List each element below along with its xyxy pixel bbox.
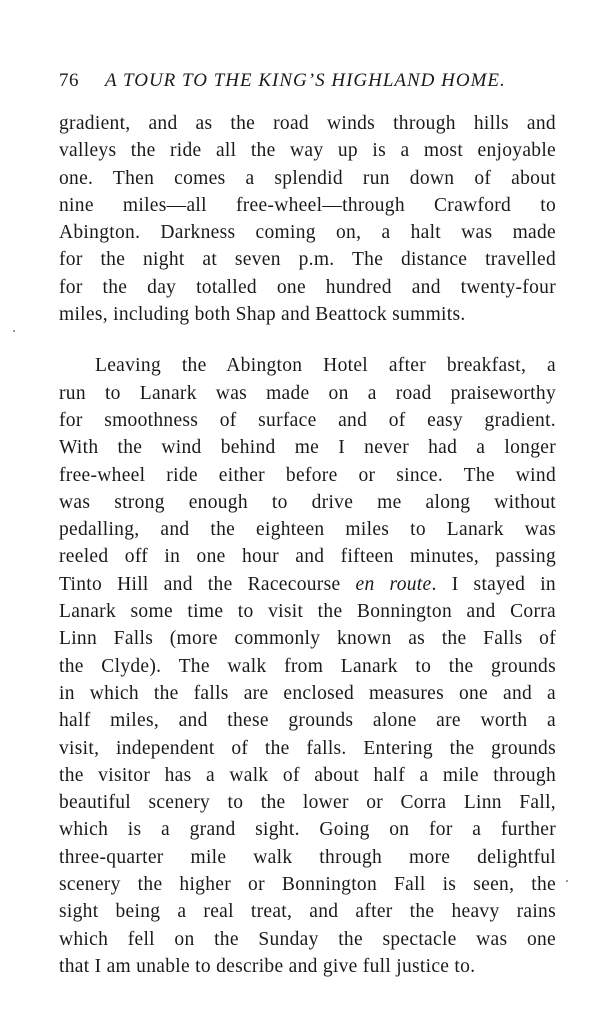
text-line: valleys the ride all the way up is a most enjoyable: [59, 140, 556, 162]
text-line: for smoothness of surface and of easy gradient.: [59, 409, 556, 431]
text-line: scenery the higher or Bonnington Fall is seen, the: [59, 874, 556, 896]
paragraph-spacer: [59, 328, 556, 352]
text-line: which fell on the Sunday the spectacle was one: [59, 928, 556, 950]
line-text-before: Tinto Hill and the Racecourse: [59, 573, 356, 595]
text-line: gradient, and as the road winds through hills and: [59, 113, 556, 134]
text-line: was strong enough to drive me along without: [59, 491, 556, 513]
text-line: for the day totalled one hundred and twenty-four: [59, 276, 556, 298]
text-line: nine miles—all free-wheel—through Crawford to: [59, 194, 556, 216]
margin-speck: [13, 330, 15, 332]
text-line: With the wind behind me I never had a longer: [59, 437, 556, 459]
paragraph-1: [59, 110, 556, 328]
text-line: Abington. Darkness coming on, a halt was made: [59, 222, 556, 244]
italic-phrase: en route: [355, 573, 432, 595]
text-line: the visitor has a walk of about half a mile through: [59, 764, 556, 786]
text-line: sight being a real treat, and after the heavy rains: [59, 901, 556, 923]
text-line: free-wheel ride either before or since. The wind: [59, 464, 556, 486]
text-line: one. Then comes a splendid run down of about: [59, 167, 556, 189]
text-line: miles, including both Shap and Beattock summits.: [59, 304, 466, 326]
text-line: run to Lanark was made on a road praiseworthy: [59, 382, 556, 404]
text-line: beautiful scenery to the lower or Corra Linn Fall,: [59, 792, 556, 814]
text-line: which is a grand sight. Going on for a further: [59, 819, 556, 841]
body-text: [59, 110, 556, 980]
text-line: the Clyde). The walk from Lanark to the grounds: [59, 655, 556, 677]
text-line: half miles, and these grounds alone are worth a: [59, 710, 556, 732]
text-line: Linn Falls (more commonly known as the Falls of: [59, 628, 556, 650]
text-line: visit, independent of the falls. Entering the grounds: [59, 737, 556, 759]
text-line: three-quarter mile walk through more delightful: [59, 846, 556, 868]
text-line-en-route: [59, 571, 556, 598]
line-text-after: . I stayed in: [431, 573, 556, 595]
running-title: A TOUR TO THE KING’S HIGHLAND HOME.: [105, 70, 506, 91]
running-head: [59, 70, 559, 98]
text-line: Leaving the Abington Hotel after breakfast, a: [95, 355, 556, 377]
text-line: reeled off in one hour and fifteen minutes, passing: [59, 546, 556, 568]
margin-speck: [566, 880, 568, 882]
paragraph-2: [59, 352, 556, 980]
text-line: Lanark some time to visit the Bonnington and Corra: [59, 601, 556, 623]
text-line: in which the falls are enclosed measures one and a: [59, 682, 556, 704]
text-line: that I am unable to describe and give full justice to.: [59, 955, 476, 977]
text-line: for the night at seven p.m. The distance travelled: [59, 249, 556, 271]
text-line: pedalling, and the eighteen miles to Lanark was: [59, 519, 556, 541]
page-number: 76: [59, 70, 79, 91]
